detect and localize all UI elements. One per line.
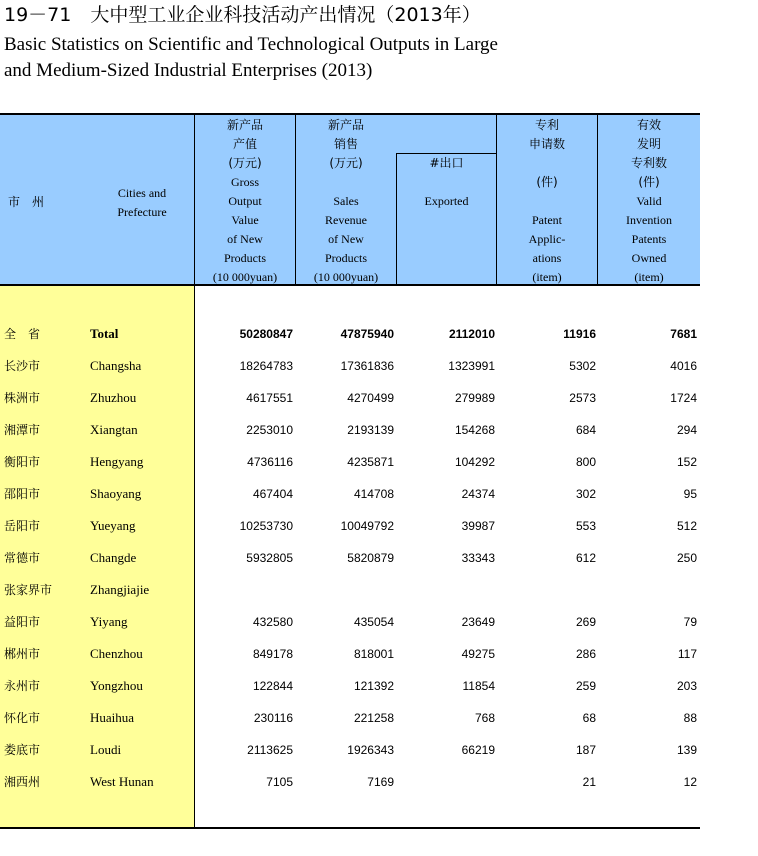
table-title-cn: 19－71 大中型工业企业科技活动产出情况（2013年） — [4, 4, 481, 26]
cell-new-product-output: 2253010 — [246, 423, 293, 437]
cell-patent-applications: 11916 — [563, 327, 596, 341]
table-row — [0, 318, 700, 350]
table-title-en-line1: Basic Statistics on Scientific and Technological Outputs in Large — [4, 34, 498, 55]
region-name-cn: 长沙市 — [4, 359, 41, 373]
region-name-cn: 邵阳市 — [4, 487, 41, 501]
cell-exported: 1323991 — [448, 359, 495, 373]
cell-new-product-output: 4617551 — [246, 391, 293, 405]
cell-exported: 104292 — [454, 455, 495, 469]
header-col-valid-invention-patents: 有效 发明 专利数 (件) Valid Invention Patents Owned (item) — [626, 118, 672, 284]
table-row — [0, 638, 700, 670]
cell-valid-invention-patents: 12 — [683, 775, 697, 789]
region-name-en: Shaoyang — [90, 486, 142, 501]
cell-valid-invention-patents: 7681 — [670, 327, 697, 341]
region-name-cn: 全 省 — [4, 327, 41, 341]
table-row — [0, 478, 700, 510]
region-name-cn: 怀化市 — [4, 711, 41, 725]
region-name-cn: 永州市 — [4, 679, 41, 693]
cell-valid-invention-patents: 139 — [676, 743, 697, 757]
region-name-cn: 衡阳市 — [4, 455, 41, 469]
cell-patent-applications: 21 — [582, 775, 596, 789]
cell-new-product-output: 122844 — [252, 679, 293, 693]
cell-new-product-output: 18264783 — [239, 359, 293, 373]
region-name-en: Chenzhou — [90, 646, 143, 661]
cell-new-product-sales: 7169 — [367, 775, 394, 789]
region-name-en: Yiyang — [90, 614, 128, 629]
region-name-en: Hengyang — [90, 454, 144, 469]
cell-patent-applications: 612 — [575, 551, 596, 565]
region-name-cn: 湘潭市 — [4, 423, 41, 437]
cell-new-product-sales: 5820879 — [347, 551, 394, 565]
cell-new-product-sales: 818001 — [353, 647, 394, 661]
cell-patent-applications: 684 — [575, 423, 596, 437]
cell-exported: 2112010 — [448, 327, 495, 341]
cell-new-product-output: 50280847 — [239, 327, 293, 341]
header-region-en: Cities and Prefecture — [117, 186, 167, 219]
cell-patent-applications: 286 — [575, 647, 596, 661]
cell-patent-applications: 553 — [575, 519, 596, 533]
cell-exported: 66219 — [461, 743, 495, 757]
region-name-cn: 岳阳市 — [4, 519, 41, 533]
cell-new-product-output: 5932805 — [246, 551, 293, 565]
region-name-en: Loudi — [90, 742, 122, 757]
header-col-new-product-output: 新产品 产值 (万元) Gross Output Value of New Products (10 000yuan) — [212, 118, 278, 284]
region-name-en: Huaihua — [90, 710, 135, 725]
table-row — [0, 670, 700, 702]
table-row — [0, 574, 700, 606]
cell-valid-invention-patents: 4016 — [670, 359, 697, 373]
cell-valid-invention-patents: 203 — [676, 679, 697, 693]
region-name-cn: 株洲市 — [4, 391, 41, 405]
cell-valid-invention-patents: 250 — [676, 551, 697, 565]
cell-patent-applications: 2573 — [569, 391, 596, 405]
table-row — [0, 510, 700, 542]
table-row — [0, 414, 700, 446]
cell-new-product-sales: 121392 — [353, 679, 394, 693]
cell-new-product-output: 2113625 — [247, 743, 293, 757]
cell-new-product-output: 230116 — [253, 711, 293, 725]
cell-new-product-sales: 17361836 — [340, 359, 394, 373]
table-row — [0, 542, 700, 574]
header-col-patent-applications: 专利 申请数 (件) Patent Applic- ations (item) — [528, 118, 566, 284]
table-row — [0, 766, 700, 798]
cell-valid-invention-patents: 117 — [677, 647, 697, 661]
cell-new-product-output: 4736116 — [247, 455, 293, 469]
cell-new-product-sales: 414708 — [353, 487, 394, 501]
table-row — [0, 734, 700, 766]
header-col-new-product-sales: 新产品 销售 (万元) Sales Revenue of New Products (10 000yuan) — [313, 118, 379, 284]
cell-valid-invention-patents: 152 — [676, 455, 697, 469]
cell-new-product-output: 432580 — [252, 615, 293, 629]
region-name-cn: 张家界市 — [4, 583, 53, 597]
table-row — [0, 702, 700, 734]
cell-patent-applications: 269 — [575, 615, 596, 629]
cell-patent-applications: 800 — [575, 455, 596, 469]
cell-exported: 279989 — [454, 391, 495, 405]
table-title-en-line2: and Medium-Sized Industrial Enterprises (2013) — [4, 60, 373, 81]
cell-valid-invention-patents: 79 — [683, 615, 697, 629]
cell-exported: 23649 — [461, 615, 495, 629]
cell-new-product-sales: 10049792 — [340, 519, 394, 533]
region-name-en: Changsha — [90, 358, 142, 373]
header-region-cn: 市 州 — [8, 195, 45, 209]
table-row — [0, 350, 700, 382]
region-name-en: Zhuzhou — [90, 390, 137, 405]
cell-valid-invention-patents: 512 — [676, 519, 697, 533]
cell-new-product-output: 7105 — [266, 775, 293, 789]
cell-valid-invention-patents: 95 — [683, 487, 697, 501]
cell-new-product-output: 10253730 — [239, 519, 293, 533]
cell-new-product-sales: 221258 — [353, 711, 394, 725]
cell-valid-invention-patents: 1724 — [670, 391, 697, 405]
cell-patent-applications: 259 — [575, 679, 596, 693]
cell-valid-invention-patents: 88 — [683, 711, 697, 725]
cell-new-product-sales: 435054 — [353, 615, 394, 629]
cell-exported: 154268 — [454, 423, 495, 437]
cell-new-product-sales: 1926343 — [347, 743, 394, 757]
region-name-cn: 常德市 — [4, 551, 41, 565]
cell-patent-applications: 68 — [582, 711, 596, 725]
cell-patent-applications: 5302 — [569, 359, 596, 373]
table-header — [0, 113, 700, 286]
region-name-cn: 娄底市 — [4, 743, 41, 757]
header-col-exported: #出口 Exported — [424, 156, 469, 208]
cell-exported: 24374 — [461, 487, 495, 501]
region-name-cn: 郴州市 — [4, 647, 41, 661]
cell-new-product-sales: 2193139 — [347, 423, 394, 437]
region-name-en: Total — [90, 326, 119, 341]
cell-patent-applications: 187 — [575, 743, 596, 757]
table-row — [0, 606, 700, 638]
region-name-en: Changde — [90, 550, 137, 565]
region-name-en: Yongzhou — [90, 678, 143, 693]
region-name-en: West Hunan — [90, 774, 154, 789]
cell-new-product-sales: 4235871 — [347, 455, 394, 469]
cell-exported: 39987 — [461, 519, 495, 533]
table-row — [0, 446, 700, 478]
table-bottom-rule — [0, 827, 700, 829]
region-name-cn: 益阳市 — [4, 615, 41, 629]
cell-exported: 33343 — [461, 551, 495, 565]
region-name-cn: 湘西州 — [4, 775, 41, 789]
cell-new-product-output: 467404 — [252, 487, 293, 501]
region-name-en: Zhangjiajie — [90, 582, 150, 597]
cell-exported: 49275 — [461, 647, 495, 661]
cell-new-product-sales: 4270499 — [347, 391, 394, 405]
cell-new-product-sales: 47875940 — [340, 327, 394, 341]
region-name-en: Yueyang — [90, 518, 136, 533]
cell-exported: 768 — [474, 711, 495, 725]
cell-exported: 11854 — [462, 679, 495, 693]
region-name-en: Xiangtan — [90, 422, 138, 437]
cell-patent-applications: 302 — [575, 487, 596, 501]
cell-new-product-output: 849178 — [252, 647, 293, 661]
table-row — [0, 382, 700, 414]
table-title-en — [4, 32, 498, 84]
cell-valid-invention-patents: 294 — [676, 423, 697, 437]
